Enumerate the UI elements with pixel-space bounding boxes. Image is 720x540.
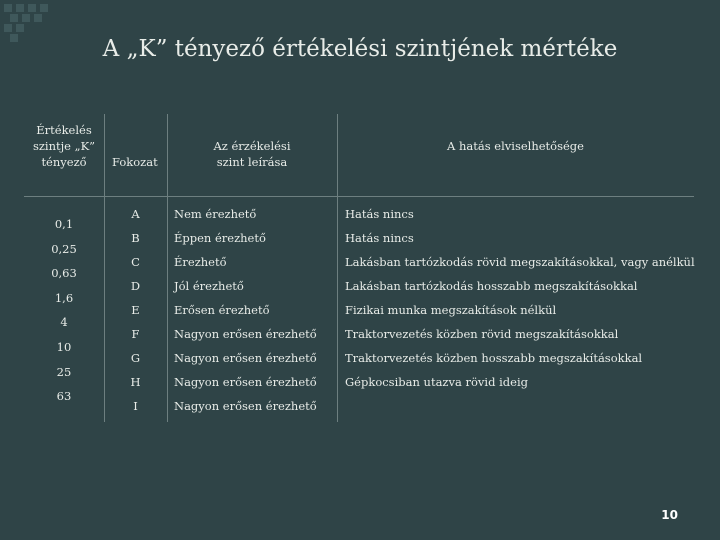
k-value: 0,25 bbox=[51, 241, 77, 256]
column-divider bbox=[167, 114, 168, 422]
k-value: 0,1 bbox=[54, 217, 74, 231]
row-description: Nagyon erősen érezhető bbox=[174, 375, 317, 389]
row-description: Jól érezhető bbox=[174, 279, 244, 293]
slide-title: A „K” tényező értékelési szintjének mértéke bbox=[102, 36, 618, 62]
row-tolerability: Gépkocsiban utazva rövid ideig bbox=[345, 375, 528, 389]
column-divider bbox=[337, 114, 338, 422]
row-tolerability: Fizikai munka megszakítások nélkül bbox=[345, 303, 557, 317]
row-tolerability: Hatás nincs bbox=[345, 207, 414, 221]
header-k-factor: Értékelés szintje „K” tényező bbox=[32, 123, 96, 169]
row-tolerability: Lakásban tartózkodás rövid megszakításokkal, vagy anélkül bbox=[345, 255, 695, 269]
row-grade: C bbox=[131, 255, 140, 269]
row-description: Nagyon erősen érezhető bbox=[174, 327, 317, 341]
row-description: Éppen érezhető bbox=[174, 231, 266, 245]
row-grade: G bbox=[130, 351, 141, 365]
row-description: Erősen érezhető bbox=[174, 303, 270, 317]
row-description: Nagyon erősen érezhető bbox=[174, 399, 317, 413]
header-description: Az érzékelési szint leírása bbox=[213, 139, 291, 169]
k-value: 1,6 bbox=[54, 290, 74, 305]
row-grade: E bbox=[131, 303, 140, 317]
k-value: 10 bbox=[56, 340, 72, 354]
k-value: 0,63 bbox=[51, 266, 77, 281]
row-tolerability: Hatás nincs bbox=[345, 231, 414, 245]
row-grade: H bbox=[130, 375, 141, 389]
row-grade: F bbox=[131, 327, 140, 341]
header-grade: Fokozat bbox=[112, 155, 158, 169]
row-description: Érezhető bbox=[174, 255, 227, 269]
row-description: Nem érezhető bbox=[174, 207, 257, 221]
row-grade: D bbox=[130, 279, 141, 293]
header-tolerability: A hatás elviselhetősége bbox=[447, 139, 584, 153]
k-factor-table bbox=[24, 114, 694, 422]
row-grade: B bbox=[131, 231, 140, 245]
k-value: 4 bbox=[60, 315, 68, 330]
row-description: Nagyon erősen érezhető bbox=[174, 351, 317, 365]
k-value: 25 bbox=[56, 364, 72, 379]
row-tolerability: Traktorvezetés közben rövid megszakításokkal bbox=[345, 327, 619, 341]
header-divider bbox=[24, 196, 694, 197]
k-value: 63 bbox=[56, 389, 72, 404]
row-tolerability: Lakásban tartózkodás hosszabb megszakításokkal bbox=[345, 279, 638, 293]
row-tolerability: Traktorvezetés közben hosszabb megszakításokkal bbox=[345, 351, 643, 365]
row-grade: I bbox=[133, 399, 138, 413]
row-grade: A bbox=[131, 207, 140, 221]
page-number: 10 bbox=[661, 508, 678, 522]
